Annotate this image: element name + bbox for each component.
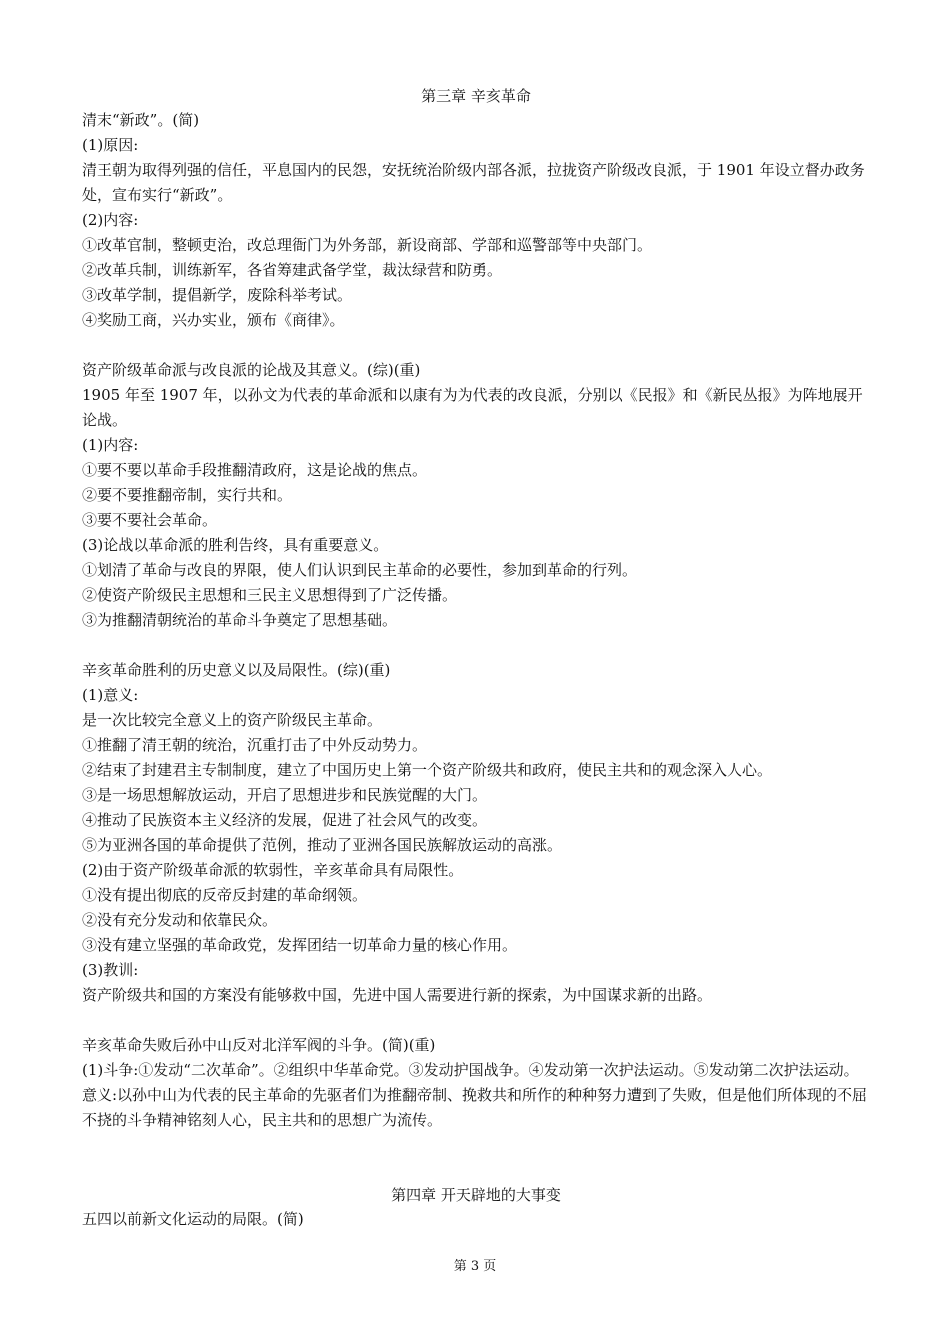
paragraph-line: (1)斗争:①发动“二次革命”。②组织中华革命党。③发动护国战争。④发动第一次护法运动。⑤发动第二次护法运动。 [82,1061,859,1079]
paragraph-line: ②改革兵制，训练新军，各省筹建武备学堂，裁汰绿营和防勇。 [82,261,503,279]
paragraph-line: ⑤为亚洲各国的革命提供了范例，推动了亚洲各国民族解放运动的高涨。 [82,836,563,854]
paragraph-line: (1)原因: [82,136,139,154]
paragraph-line: ③改革学制，提倡新学，废除科举考试。 [82,286,353,304]
paragraph-line: (3)论战以革命派的胜利告终，具有重要意义。 [82,536,389,554]
section-spacer [82,1133,870,1183]
paragraph-line: ②使资产阶级民主思想和三民主义思想得到了广泛传播。 [82,586,458,604]
paragraph-line: ③没有建立坚强的革命政党，发挥团结一切革命力量的核心作用。 [82,936,518,954]
paragraph-line: (2)内容: [82,211,139,229]
paragraph-line: (3)教训: [82,961,139,979]
paragraph-line: 意义:以孙中山为代表的民主革命的先驱者们为推翻帝制、挽救共和所作的种种努力遭到了失败，但是他们所体现的不屈不挠的斗争精神铭刻人心，民主共和的思想广为流传。 [82,1086,868,1129]
section-heading-anti-warlord: 辛亥革命失败后孙中山反对北洋军阀的斗争。(简)(重) [82,1036,436,1054]
paragraph-line: ④推动了民族资本主义经济的发展，促进了社会风气的改变。 [82,811,488,829]
paragraph-line: ①改革官制，整顿吏治，改总理衙门为外务部，新设商部、学部和巡警部等中央部门。 [82,236,653,254]
paragraph-line: ①推翻了清王朝的统治，沉重打击了中外反动势力。 [82,736,428,754]
chapter-4-title: 第四章 开天辟地的大事变 [391,1186,561,1204]
paragraph-line: ③为推翻清朝统治的革命斗争奠定了思想基础。 [82,611,398,629]
section-spacer [82,633,870,658]
paragraph-line: 是一次比较完全意义上的资产阶级民主革命。 [82,711,383,729]
paragraph-line: ①没有提出彻底的反帝反封建的革命纲领。 [82,886,368,904]
paragraph-line: 1905 年至 1907 年，以孙文为代表的革命派和以康有为为代表的改良派，分别以《民报》和《新民丛报》为阵地展开论战。 [82,386,863,429]
paragraph-line: ①划清了革命与改良的界限，使人们认识到民主革命的必要性，参加到革命的行列。 [82,561,638,579]
section-heading-new-policy: 清末“新政”。(简) [82,111,200,129]
paragraph-line: (2)由于资产阶级革命派的软弱性，辛亥革命具有局限性。 [82,861,464,879]
chapter-3-title: 第三章 辛亥革命 [421,87,531,105]
paragraph-line: ④奖励工商，兴办实业，颁布《商律》。 [82,311,345,329]
paragraph-line: (1)意义: [82,686,139,704]
page-number: 第 3 页 [453,1259,497,1274]
paragraph-line: 清王朝为取得列强的信任，平息国内的民怨，安抚统治阶级内部各派，拉拢资产阶级改良派，于 1901 年设立督办政务处，宣布实行“新政”。 [82,161,865,204]
document-page [82,84,870,1232]
section-spacer [82,333,870,358]
section-heading-new-culture-limits: 五四以前新文化运动的局限。(简) [82,1210,304,1228]
section-heading-revolution-significance: 辛亥革命胜利的历史意义以及局限性。(综)(重) [82,661,391,679]
paragraph-line: ③要不要社会革命。 [82,511,218,529]
paragraph-line: (1)内容: [82,436,139,454]
paragraph-line: ③是一场思想解放运动，开启了思想进步和民族觉醒的大门。 [82,786,488,804]
paragraph-line: ②没有充分发动和依靠民众。 [82,911,278,929]
section-spacer [82,1008,870,1033]
section-heading-debate: 资产阶级革命派与改良派的论战及其意义。(综)(重) [82,361,421,379]
paragraph-line: 资产阶级共和国的方案没有能够救中国，先进中国人需要进行新的探索，为中国谋求新的出路。 [82,986,713,1004]
paragraph-line: ②结束了封建君主专制制度，建立了中国历史上第一个资产阶级共和政府，使民主共和的观念深入人心。 [82,761,773,779]
paragraph-line: ②要不要推翻帝制，实行共和。 [82,486,293,504]
paragraph-line: ①要不要以革命手段推翻清政府，这是论战的焦点。 [82,461,428,479]
